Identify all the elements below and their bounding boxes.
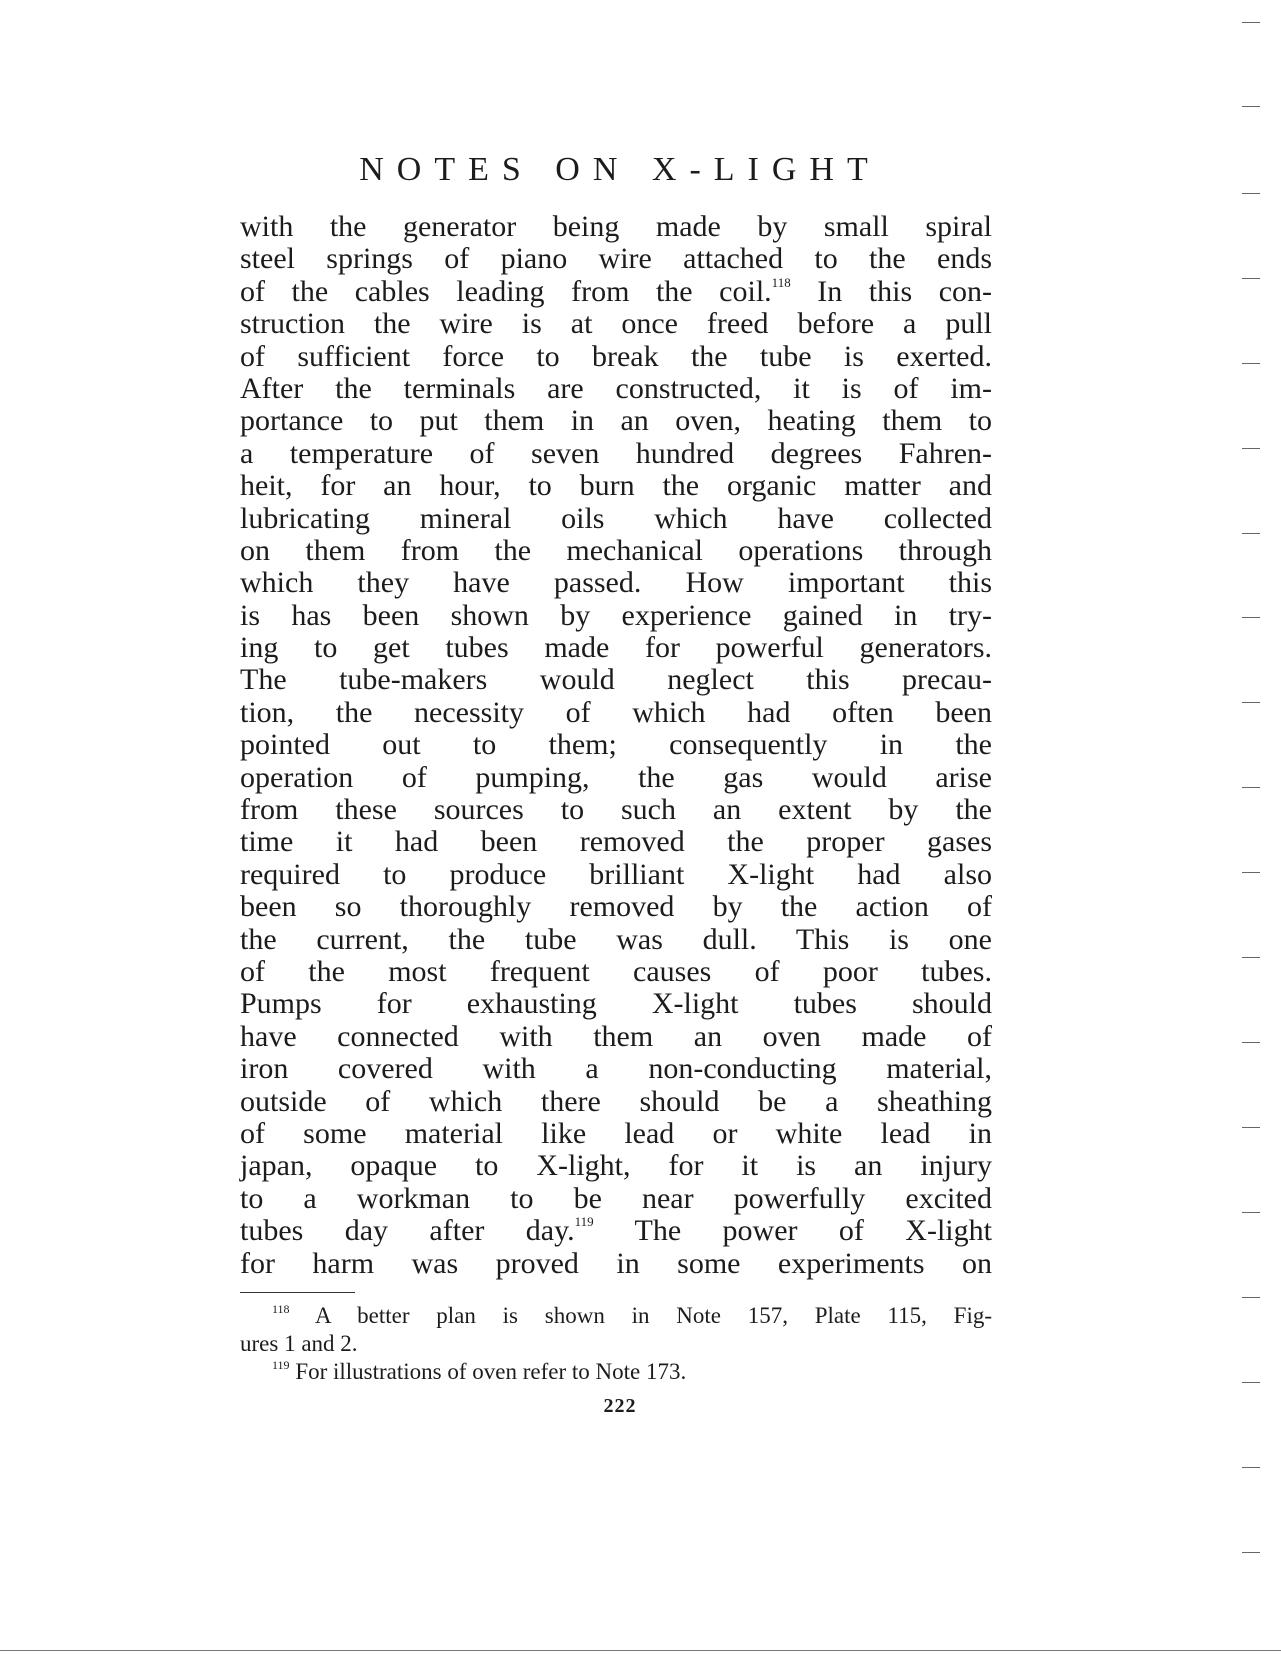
text-line: from these sources to such an extent by the [240, 793, 992, 827]
text-line: of some material like lead or white lead in [240, 1116, 992, 1150]
footnote-ref-119[interactable]: 119 [574, 1214, 594, 1230]
text-line: of the cables leading from the coil.$^{118}$ In this con- [240, 274, 993, 308]
text-line: iron covered with a non-conducting material, [240, 1052, 992, 1086]
margin-tick [1242, 872, 1260, 873]
text-line: which they have passed. How important this [240, 566, 992, 600]
margin-tick [1242, 957, 1260, 958]
text-line: struction the wire is at once freed before a pull [240, 307, 992, 341]
text-line: been so thoroughly removed by the action of [240, 890, 992, 924]
text-line: the current, the tube was dull. This is one [240, 922, 992, 956]
text-line: a temperature of seven hundred degrees Fahren- [240, 436, 992, 470]
margin-tick [1242, 1382, 1260, 1383]
body-text [240, 211, 992, 1280]
footnote-number: 119 [272, 1358, 290, 1372]
margin-tick [1242, 363, 1260, 364]
footnote-119: $^{119}$ For illustrations of oven refer to Note 173. [272, 1358, 687, 1384]
page-number: 222 [603, 1395, 637, 1417]
text-line: ing to get tubes made for powerful generators. [240, 631, 992, 665]
text-line: on them from the mechanical operations through [240, 533, 992, 567]
footnote-118: $^{118}$ A better plan is shown in Note 157, Plate 115, Fig- [272, 1302, 992, 1328]
text-line: required to produce brilliant X-light had also [240, 857, 992, 891]
margin-tick [1242, 448, 1260, 449]
text-line: lubricating mineral oils which have collected [240, 501, 992, 535]
text-line: tion, the necessity of which had often been [240, 695, 992, 729]
text-line: outside of which there should be a sheathing [240, 1084, 992, 1118]
margin-tick [1242, 1552, 1260, 1553]
margin-tick [1242, 278, 1260, 279]
text-line: time it had been removed the proper gases [240, 825, 992, 859]
text-line: The tube-makers would neglect this precau- [240, 663, 992, 697]
text-line: for harm was proved in some experiments on [240, 1246, 992, 1280]
margin-tick [1242, 1212, 1260, 1213]
margin-tick [1242, 22, 1260, 23]
footnote-ref-118[interactable]: 118 [771, 274, 791, 290]
text-line: have connected with them an oven made of [240, 1019, 992, 1053]
margin-tick [1242, 1297, 1260, 1298]
margin-tick [1242, 702, 1260, 703]
footnote-number: 118 [272, 1302, 290, 1316]
margin-tick [1242, 533, 1260, 534]
margin-tick [1242, 193, 1260, 194]
footnote-separator [240, 1292, 355, 1293]
text-line: steel springs of piano wire attached to the ends [240, 242, 992, 276]
footnotes [240, 1302, 992, 1386]
scan-bottom-edge [0, 1650, 1281, 1651]
text-line: to a workman to be near powerfully excited [240, 1181, 992, 1215]
footnote-118-continued: ures 1 and 2. [240, 1331, 358, 1356]
text-line: portance to put them in an oven, heating them to [240, 404, 992, 438]
text-line: with the generator being made by small spiral [240, 210, 992, 243]
text-line: japan, opaque to X-light, for it is an injury [240, 1149, 992, 1183]
text-line: of sufficient force to break the tube is exerted. [240, 339, 992, 373]
margin-tick [1242, 617, 1260, 618]
text-line: pointed out to them; consequently in the [240, 728, 992, 762]
text-line: is has been shown by experience gained in try- [240, 598, 992, 632]
margin-tick [1242, 787, 1260, 788]
text-line: tubes day after day.$^{119}$ The power of X-light [240, 1214, 992, 1248]
text-line: Pumps for exhausting X-light tubes should [240, 987, 992, 1021]
running-head: NOTES ON X-LIGHT [359, 151, 881, 188]
text-line: heit, for an hour, to burn the organic matter and [240, 469, 992, 503]
text-line: operation of pumping, the gas would arise [240, 760, 992, 794]
text-line: After the terminals are constructed, it is of im- [240, 371, 992, 405]
margin-tick [1242, 106, 1260, 107]
margin-tick [1242, 1042, 1260, 1043]
margin-tick [1242, 1467, 1260, 1468]
margin-tick [1242, 1127, 1260, 1128]
text-line: of the most frequent causes of poor tubes. [240, 954, 992, 988]
